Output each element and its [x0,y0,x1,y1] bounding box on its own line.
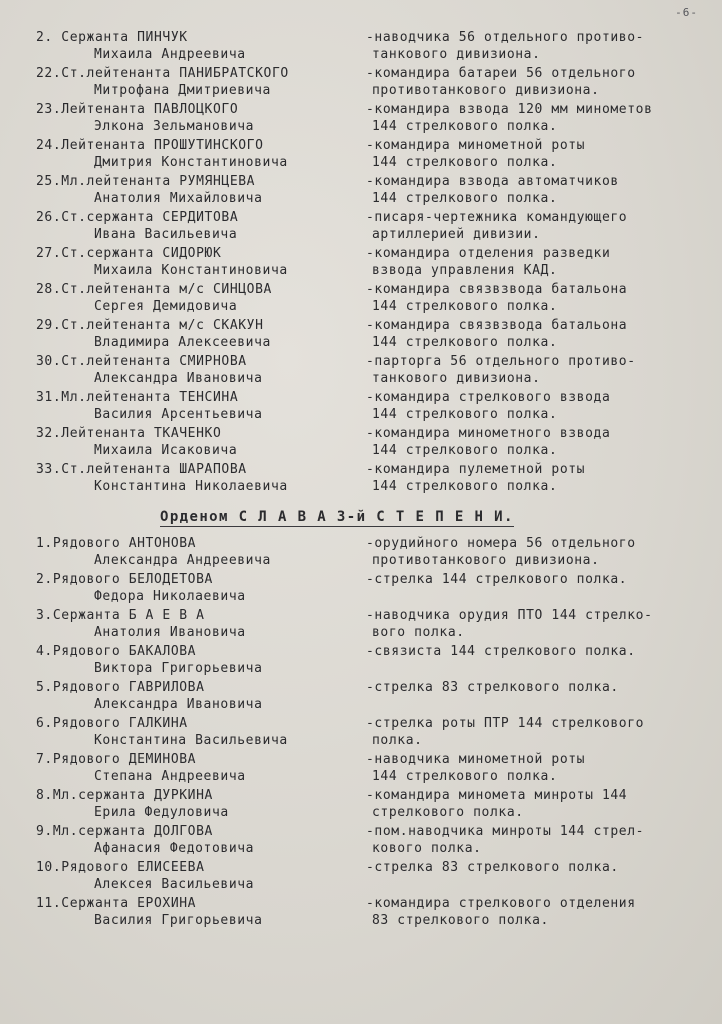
recipient-given-names: Василия Арсентьевича [94,407,263,422]
recipient-rank-surname: 9.Мл.сержанта ДОЛГОВА [36,824,213,839]
recipient-position: -наводчика минометной роты [366,752,586,767]
recipient-rank-surname: 32.Лейтенанта ТКАЧЕНКО [36,426,222,441]
award-entry [0,680,722,714]
recipient-position: -наводчика орудия ПТО 144 стрелко- [366,608,653,623]
recipient-given-names: Анатолия Ивановича [94,625,246,640]
recipient-position: -командира связвзвода батальона [366,282,628,297]
award-entry [0,138,722,172]
recipient-rank-surname: 22.Ст.лейтенанта ПАНИБРАТСКОГО [36,66,289,81]
recipient-rank-surname: 33.Ст.лейтенанта ШАРАПОВА [36,462,247,477]
recipient-given-names: Афанасия Федотовича [94,841,255,856]
recipient-position-cont: противотанкового дивизиона. [372,83,600,98]
recipient-given-names: Василия Григорьевича [94,913,263,928]
recipient-position: -стрелка 83 стрелкового полка. [366,860,619,875]
recipient-rank-surname: 26.Ст.сержанта СЕРДИТОВА [36,210,239,225]
award-entry [0,282,722,316]
award-entry [0,426,722,460]
recipient-rank-surname: 24.Лейтенанта ПРОШУТИНСКОГО [36,138,264,153]
recipient-position: -командира стрелкового взвода [366,390,611,405]
recipient-given-names: Михаила Исаковича [94,443,238,458]
recipient-position: -командира отделения разведки [366,246,611,261]
recipient-position: -командира пулеметной роты [366,462,586,477]
section-heading: Орденом С Л А В А 3-й С Т Е П Е Н И. [160,509,514,525]
recipient-position-cont: кового полка. [372,841,482,856]
recipient-given-names: Алексея Васильевича [94,877,255,892]
award-entry [0,318,722,352]
recipient-position-cont: 144 стрелкового полка. [372,299,558,314]
recipient-position-cont: 144 стрелкового полка. [372,155,558,170]
recipient-given-names: Александра Ивановича [94,371,263,386]
recipient-position: -командира минометной роты [366,138,586,153]
award-entry [0,354,722,388]
recipient-position: -командира взвода 120 мм минометов [366,102,653,117]
recipient-given-names: Михаила Константиновича [94,263,288,278]
award-entry [0,210,722,244]
award-entry [0,860,722,894]
award-entry [0,390,722,424]
award-entry [0,30,722,64]
recipient-position: -командира батареи 56 отдельного [366,66,636,81]
recipient-position: -парторга 56 отдельного противо- [366,354,636,369]
recipient-given-names: Степана Андреевича [94,769,246,784]
recipient-given-names: Дмитрия Константиновича [94,155,288,170]
recipient-position: -командира стрелкового отделения [366,896,636,911]
recipient-rank-surname: 4.Рядового БАКАЛОВА [36,644,197,659]
recipient-rank-surname: 29.Ст.лейтенанта м/с СКАКУН [36,318,264,333]
recipient-position: -стрелка роты ПТР 144 стрелкового [366,716,645,731]
recipient-position-cont: полка. [372,733,423,748]
award-entry [0,246,722,280]
recipient-rank-surname: 5.Рядового ГАВРИЛОВА [36,680,205,695]
award-entry [0,896,722,930]
recipient-position: -орудийного номера 56 отдельного [366,536,636,551]
recipient-rank-surname: 11.Сержанта ЕРОХИНА [36,896,197,911]
award-entry [0,572,722,606]
recipient-rank-surname: 25.Мл.лейтенанта РУМЯНЦЕВА [36,174,256,189]
recipient-rank-surname: 7.Рядового ДЕМИНОВА [36,752,197,767]
recipient-rank-surname: 3.Сержанта Б А Е В А [36,608,205,623]
recipient-position-cont: противотанкового дивизиона. [372,553,600,568]
award-entry [0,66,722,100]
award-entry [0,608,722,642]
recipient-position: -командира взвода автоматчиков [366,174,619,189]
award-entry [0,644,722,678]
recipient-rank-surname: 30.Ст.лейтенанта СМИРНОВА [36,354,247,369]
award-entry [0,536,722,570]
recipient-position: -командира миномета минроты 144 [366,788,628,803]
recipient-position-cont: артиллерией дивизии. [372,227,541,242]
recipient-rank-surname: 27.Ст.сержанта СИДОРЮК [36,246,222,261]
recipient-rank-surname: 28.Ст.лейтенанта м/с СИНЦОВА [36,282,272,297]
recipient-given-names: Ерила Федуловича [94,805,229,820]
recipient-position-cont: 144 стрелкового полка. [372,119,558,134]
recipient-position: -связиста 144 стрелкового полка. [366,644,636,659]
recipient-given-names: Анатолия Михайловича [94,191,263,206]
recipient-rank-surname: 6.Рядового ГАЛКИНА [36,716,188,731]
recipient-position: -стрелка 144 стрелкового полка. [366,572,628,587]
recipient-rank-surname: 23.Лейтенанта ПАВЛОЦКОГО [36,102,239,117]
award-entry [0,752,722,786]
recipient-position: -наводчика 56 отдельного противо- [366,30,645,45]
recipient-rank-surname: 31.Мл.лейтенанта ТЕНСИНА [36,390,239,405]
recipient-position-cont: 144 стрелкового полка. [372,769,558,784]
recipient-position-cont: стрелкового полка. [372,805,524,820]
award-entry [0,788,722,822]
page-number: -6- [675,6,698,19]
recipient-position-cont: 144 стрелкового полка. [372,191,558,206]
recipient-position-cont: 144 стрелкового полка. [372,335,558,350]
recipient-rank-surname: 10.Рядового ЕЛИСЕЕВА [36,860,205,875]
recipient-position-cont: вого полка. [372,625,465,640]
recipient-given-names: Константина Николаевича [94,479,288,494]
recipient-given-names: Александра Андреевича [94,553,271,568]
award-entry [0,462,722,496]
recipient-position: -стрелка 83 стрелкового полка. [366,680,619,695]
recipient-given-names: Сергея Демидовича [94,299,238,314]
recipient-rank-surname: 2. Сержанта ПИНЧУК [36,30,188,45]
recipient-position: -пом.наводчика минроты 144 стрел- [366,824,645,839]
recipient-rank-surname: 1.Рядового АНТОНОВА [36,536,197,551]
recipient-position-cont: 144 стрелкового полка. [372,479,558,494]
recipient-position-cont: взвода управления КАД. [372,263,558,278]
recipient-given-names: Владимира Алексеевича [94,335,271,350]
recipient-position-cont: 144 стрелкового полка. [372,407,558,422]
recipient-given-names: Константина Васильевича [94,733,288,748]
recipient-position-cont: 144 стрелкового полка. [372,443,558,458]
recipient-rank-surname: 2.Рядового БЕЛОДЕТОВА [36,572,213,587]
award-entry [0,716,722,750]
award-entry [0,824,722,858]
recipient-position: -командира минометного взвода [366,426,611,441]
recipient-given-names: Михаила Андреевича [94,47,246,62]
recipient-position: -командира связвзвода батальона [366,318,628,333]
recipient-given-names: Федора Николаевича [94,589,246,604]
award-entry [0,174,722,208]
recipient-given-names: Александра Ивановича [94,697,263,712]
recipient-position-cont: танкового дивизиона. [372,371,541,386]
recipient-given-names: Виктора Григорьевича [94,661,263,676]
award-entry [0,102,722,136]
recipient-rank-surname: 8.Мл.сержанта ДУРКИНА [36,788,213,803]
recipient-position-cont: 83 стрелкового полка. [372,913,549,928]
recipient-position: -писаря-чертежника командующего [366,210,628,225]
recipient-given-names: Ивана Васильевича [94,227,238,242]
recipient-given-names: Митрофана Дмитриевича [94,83,271,98]
recipient-position-cont: танкового дивизиона. [372,47,541,62]
recipient-given-names: Элкона Зельмановича [94,119,255,134]
